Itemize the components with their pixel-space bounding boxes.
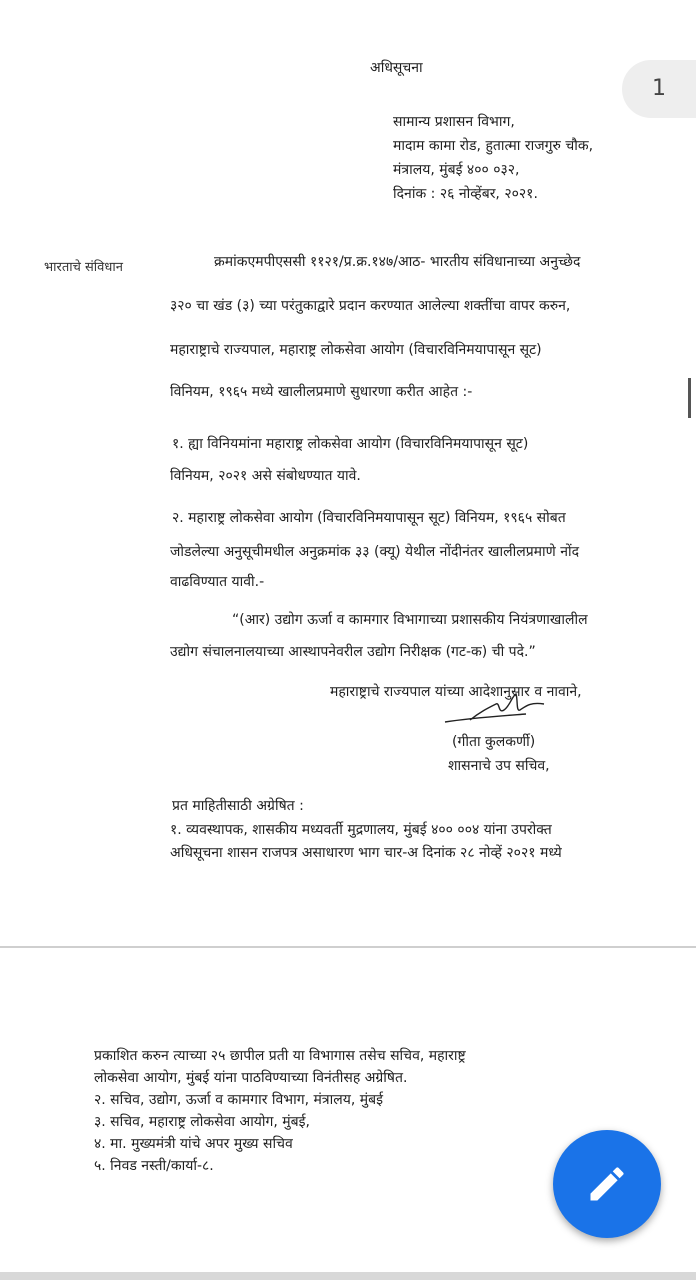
address-line: सामान्य प्रशासन विभाग, (393, 114, 515, 130)
body-line: महाराष्ट्राचे राज्यपाल, महाराष्ट्र लोकसेवा आयोग (विचारविनिमयापासून सूट) (170, 342, 542, 358)
copy-line: लोकसेवा आयोग, मुंबई यांना पाठविण्याच्या विनंतीसह अग्रेषित. (94, 1070, 408, 1086)
item-2-line: २. महाराष्ट्र लोकसेवा आयोग (विचारविनिमयापासून सूट) विनियम, १९६५ सोबत (172, 510, 566, 526)
department-address (393, 110, 593, 206)
viewer-bottom-edge (0, 1272, 696, 1280)
address-line: मादाम कामा रोड, हुतात्मा राजगुरु चौक, (393, 138, 594, 154)
quote-line: उद्योग संचालनालयाच्या आस्थापनेवरील उद्योग निरीक्षक (गट-क) ची पदे.” (170, 644, 536, 660)
address-line: मंत्रालय, मुंबई ४०० ०३२, (393, 162, 520, 178)
item-2-line: जोडलेल्या अनुसूचीमधील अनुक्रमांक ३३ (क्यू) येथील नोंदीनंतर खालीलप्रमाणे नोंद (170, 544, 580, 560)
copy-line: प्रकाशित करुन त्याच्या २५ छापील प्रती या विभागास तसेच सचिव, महाराष्ट्र (94, 1048, 466, 1064)
pencil-icon (585, 1162, 629, 1206)
copy-line: ४. मा. मुख्यमंत्री यांचे अपर मुख्य सचिव (94, 1136, 293, 1152)
page-break (0, 946, 696, 948)
copy-line: ५. निवड नस्ती/कार्या-८. (94, 1158, 214, 1174)
signatory-title: शासनाचे उप सचिव, (448, 758, 550, 774)
signatory-name: (गीता कुलकर्णी) (452, 734, 536, 750)
edit-button[interactable] (553, 1130, 661, 1238)
page-number-badge: 1 (622, 60, 696, 118)
body-line: ३२० चा खंड (३) च्या परंतुकाद्वारे प्रदान करण्यात आलेल्या शक्तींचा वापर करुन, (170, 298, 571, 314)
copy-line: ३. सचिव, महाराष्ट्र लोकसेवा आयोग, मुंबई, (94, 1114, 310, 1130)
quote-line: “(आर) उद्योग ऊर्जा व कामगार विभागाच्या प्रशासकीय नियंत्रणाखालील (232, 612, 588, 628)
by-order-line: महाराष्ट्राचे राज्यपाल यांच्या आदेशानुसार व नावाने, (330, 684, 582, 700)
item-1-line: विनियम, २०२१ असे संबोधण्यात यावे. (170, 468, 361, 484)
item-2-line: वाढविण्यात यावी.- (170, 574, 265, 590)
copy-heading: प्रत माहितीसाठी अग्रेषित : (172, 798, 304, 814)
body-line: क्रमांकएमपीएससी ११२१/प्र.क्र.१४७/आठ- भारतीय संविधानाच्या अनुच्छेद (214, 254, 581, 270)
signature-mark (440, 690, 560, 730)
copy-line: १. व्यवस्थापक, शासकीय मध्यवर्ती मुद्रणालय, मुंबई ४०० ००४ यांना उपरोक्त (170, 822, 552, 838)
notice-title: अधिसूचना (370, 60, 423, 76)
date-line: दिनांक : २६ नोव्हेंबर, २०२१. (393, 186, 538, 202)
scroll-indicator[interactable] (688, 378, 691, 418)
item-1-line: १. ह्या विनियमांना महाराष्ट्र लोकसेवा आयोग (विचारविनिमयापासून सूट) (172, 436, 529, 452)
body-line: विनियम, १९६५ मध्ये खालीलप्रमाणे सुधारणा करीत आहेत :- (170, 384, 473, 400)
copy-line: अधिसूचना शासन राजपत्र असाधारण भाग चार-अ दिनांक २८ नोव्हें २०२१ मध्ये (170, 845, 562, 861)
copy-line: २. सचिव, उद्योग, ऊर्जा व कामगार विभाग, मंत्रालय, मुंबई (94, 1092, 384, 1108)
viewer-top-edge (0, 0, 696, 22)
margin-note: भारताचे संविधान (44, 260, 123, 275)
